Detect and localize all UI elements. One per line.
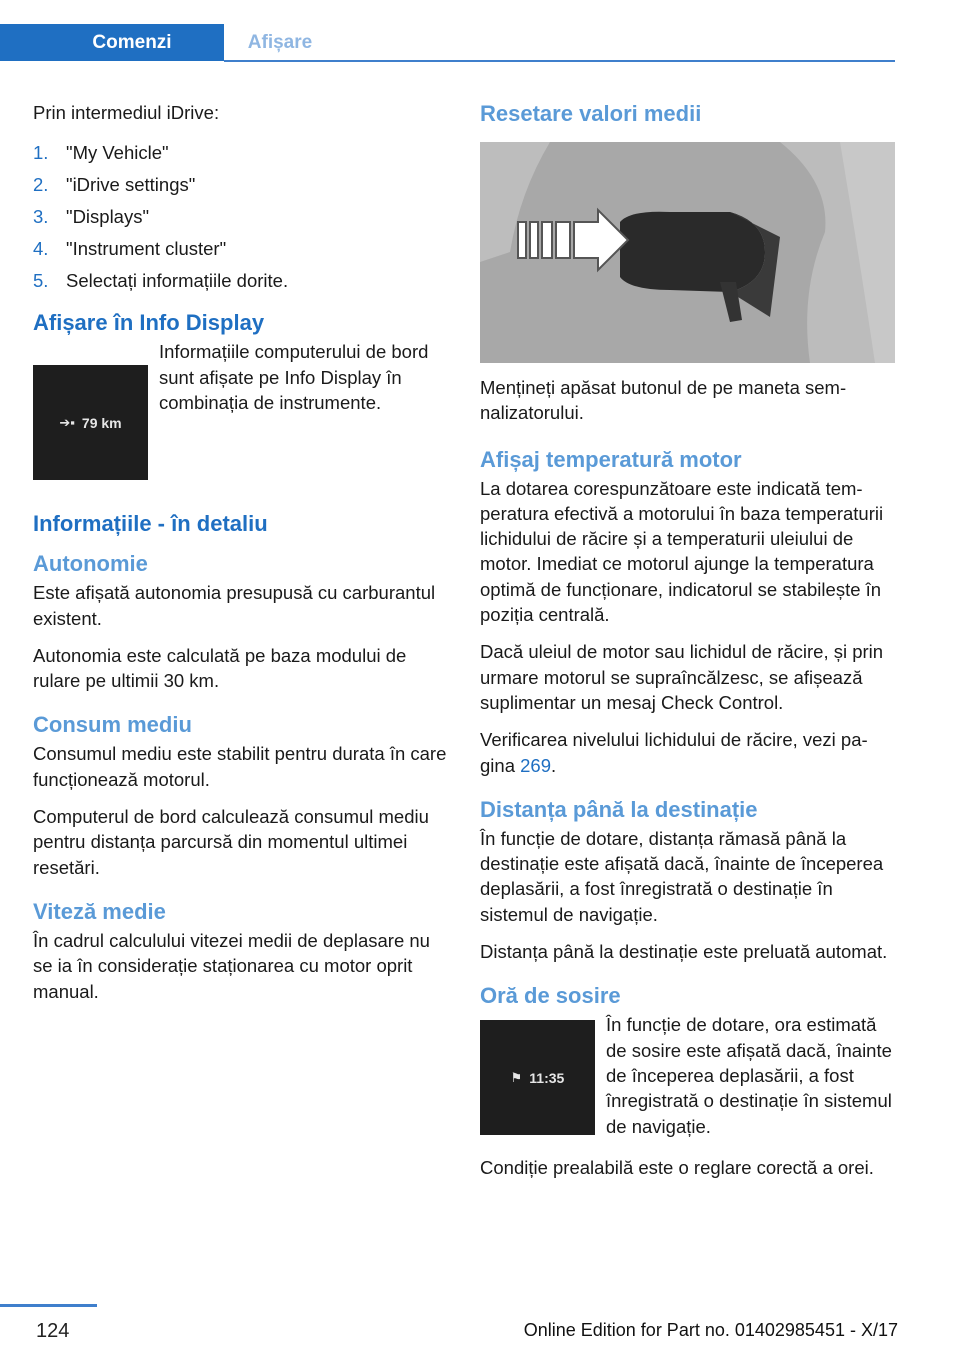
page-header — [0, 0, 960, 62]
autonomie-text-2: Autonomia este calculată pe baza modului de rulare pe ultimii 30 km. — [33, 644, 407, 692]
temp-text-1: La dotarea corespunzătoare este indicată temperatura efectivă a motorului în baza temperaturii lichidului de răcire și a temperaturii uleiului de motor. Imediat ce motorul ajunge la temperatura optimă de funcționare, indicatorul se stabilește în poziția centrală. — [480, 477, 884, 626]
range-display-value: 79 km — [81, 414, 122, 431]
list-item — [33, 265, 448, 297]
step-text: "Displays" — [66, 206, 150, 228]
consum-heading: Consum mediu — [33, 712, 192, 738]
temp-text-3-prefix: Verificarea nivelului lichidului de răcire, vezi pagina — [480, 729, 868, 776]
arrival-display-value: 11:35 — [529, 1069, 565, 1086]
step-number: 2. — [33, 174, 49, 196]
range-display-image — [33, 365, 148, 480]
temp-text-2: Dacă uleiul de motor sau lichidul de răcire, și prin urmare motorul se supraîncălzesc, se afișează suplimentar un mesaj Check Control. — [480, 641, 884, 713]
arrival-display-image — [480, 1020, 595, 1135]
header-divider — [224, 60, 895, 62]
dist-text-2: Distanța până la destinație este preluată automat. — [480, 941, 888, 963]
page-link-269[interactable]: 269 — [520, 754, 551, 776]
info-display-section — [33, 339, 448, 480]
reset-heading: Resetare valori medii — [480, 101, 702, 126]
info-display-text: Informațiile computerului de bord sunt afișate pe Info Display în combinația de instrumente. — [159, 341, 429, 413]
step-text: "iDrive settings" — [66, 174, 196, 196]
list-item — [33, 201, 448, 233]
step-number: 3. — [33, 206, 49, 228]
details-heading: Informațiile - în detaliu — [33, 511, 268, 537]
step-number: 5. — [33, 270, 49, 292]
viteza-heading: Viteză medie — [33, 898, 166, 924]
autonomie-text-1: Este afișată autonomia presupusă cu carburantul existent. — [33, 582, 436, 629]
idrive-intro: Prin intermediul iDrive: — [33, 102, 220, 123]
consum-text-1: Consumul mediu este stabilit pentru durata în care funcționează motorul. — [33, 743, 447, 790]
reset-text: Mențineți apăsat butonul de pe maneta semnalizatorului. — [480, 377, 847, 424]
step-text: Selectați informațiile dorite. — [66, 270, 289, 292]
step-number: 1. — [33, 142, 49, 164]
footer-divider — [0, 1304, 97, 1307]
list-item — [33, 169, 448, 201]
range-arrow-icon: ➔▪ — [59, 414, 75, 430]
dist-text-1: În funcție de dotare, distanța rămasă până la destinație este afișată dacă, înainte de începerea deplasării, a fost înregistrată o destinație în sistemul de navigație. — [480, 827, 884, 925]
list-item — [33, 137, 448, 169]
list-item — [33, 233, 448, 265]
consum-text-2: Computerul de bord calculează consumul mediu pentru distanța parcursă din momentul ultimei resetări. — [33, 806, 429, 878]
lever-illustration — [480, 142, 895, 363]
left-column — [33, 100, 448, 1016]
dist-heading: Distanța până la destinație — [480, 796, 758, 822]
tab-afisare[interactable]: Afișare — [247, 31, 313, 53]
autonomie-heading: Autonomie — [33, 551, 148, 577]
flag-icon: ⚑ — [510, 1069, 523, 1085]
temp-text-3 — [480, 727, 895, 778]
ora-section — [480, 1012, 895, 1150]
ora-text: În funcție de dotare, ora estimată de sosire este afișată dacă, înainte de începerea deplasării, a fost înregistrată o destinație în sistemul de navigație. — [606, 1014, 892, 1137]
temp-text-3-suffix: . — [551, 754, 557, 776]
tab-comenzi[interactable]: Comenzi — [0, 24, 224, 61]
step-text: "My Vehicle" — [66, 142, 169, 164]
page-number: 124 — [36, 1320, 70, 1342]
turn-signal-lever-image — [480, 142, 895, 363]
ora-text-2: Condiție prealabilă este o reglare corectă a orei. — [480, 1156, 874, 1178]
ora-heading: Oră de sosire — [480, 983, 621, 1009]
info-display-heading: Afișare în Info Display — [33, 310, 265, 336]
step-text: "Instrument cluster" — [66, 238, 227, 260]
viteza-text: În cadrul calculului vitezei medii de deplasare nu se ia în considerație staționarea cu motor oprit manual. — [33, 929, 430, 1002]
edition-info: Online Edition for Part no. 01402985451 - X/17 — [523, 1320, 898, 1340]
temp-heading: Afișaj temperatură motor — [480, 446, 742, 472]
right-column — [480, 100, 895, 1192]
idrive-steps-list — [33, 137, 448, 297]
step-number: 4. — [33, 238, 49, 260]
